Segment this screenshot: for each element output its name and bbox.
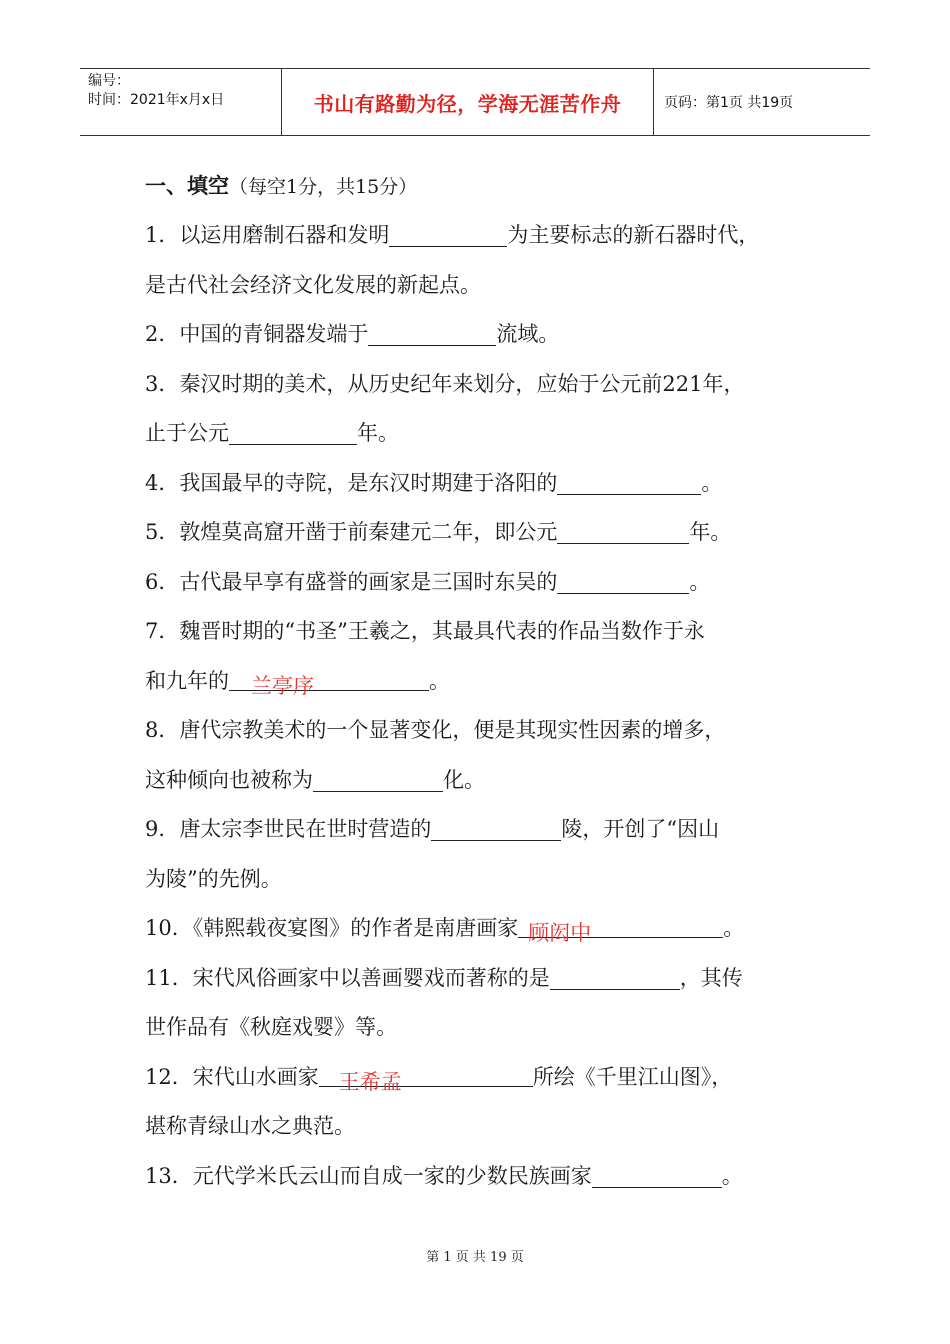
question-text: 年。 [357,421,399,445]
question-text: 8．唐代宗教美术的一个显著变化，便是其现实性因素的增多， [145,718,726,742]
question-11 [145,954,835,1004]
question-text: 堪称青绿山水之典范。 [145,1114,355,1138]
question-text: 流域。 [496,322,560,346]
section-note: （每空1分，共15分） [229,176,418,198]
answer-blank[interactable] [313,763,443,792]
question-9-cont [145,855,835,905]
question-8 [145,706,835,756]
answer-blank[interactable] [229,416,357,445]
question-text: 1．以运用磨制石器和发明 [145,223,390,247]
question-7 [145,607,835,657]
question-text: 。 [429,668,450,693]
question-12 [145,1053,835,1103]
question-text: 。 [689,569,711,594]
question-13 [145,1152,835,1202]
header-meta [80,69,282,135]
answer-blank[interactable] [518,909,723,945]
question-9 [145,805,835,855]
question-text: 陵，开创了“因山 [561,817,720,841]
question-text: 是古代社会经济文化发展的新起点。 [145,272,481,297]
page-header [80,68,870,136]
question-text: 6．古代最早享有盛誉的画家是三国时东吴的 [145,569,558,594]
question-text: 10．《韩熙载夜宴图》的作者是南唐画家 [145,916,519,940]
question-5 [145,508,835,558]
question-text: 13．元代学米氏云山而自成一家的少数民族画家 [145,1163,592,1188]
question-4 [145,459,835,509]
question-text: 9．唐太宗李世民在世时营造的 [145,817,432,841]
question-3 [145,360,835,410]
question-text: 和九年的 [145,668,229,693]
question-11-cont [145,1003,835,1053]
question-2 [145,310,835,360]
section-title [145,162,835,211]
question-text: 。 [723,916,745,940]
answer-blank[interactable] [368,317,496,346]
answer-blank[interactable] [557,515,689,544]
answer-blank[interactable] [592,1159,722,1188]
question-text: 为陵”的先例。 [145,866,282,891]
question-text: 4．我国最早的寺院，是东汉时期建于洛阳的 [145,470,558,495]
question-text: 。 [721,1163,743,1188]
question-10 [145,904,835,954]
question-text: ，其传 [679,965,743,990]
question-text: 这种倾向也被称为 [145,767,313,792]
question-text: 年。 [689,520,732,544]
question-1 [145,211,835,261]
filled-answer: 王希孟 [338,1069,402,1094]
question-6 [145,558,835,608]
question-text: 2．中国的青铜器发端于 [145,322,369,346]
question-3-cont [145,409,835,459]
answer-blank[interactable] [557,466,701,495]
date-label: 时间：2021年x月x日 [88,92,225,108]
question-text: 7．魏晋时期的“书圣”王羲之，其最具代表的作品当数作于永 [145,619,705,643]
answer-blank[interactable] [319,1058,533,1094]
question-text: 12．宋代山水画家 [145,1064,319,1089]
answer-blank[interactable] [431,812,561,841]
question-7-cont [145,657,835,707]
question-text: 化。 [443,767,485,792]
filled-answer: 顾闳中 [528,921,592,945]
question-text: 世作品有《秋庭戏婴》等。 [145,1015,397,1039]
page-footer: 第 1 页 共 19 页 [426,1250,524,1265]
answer-blank[interactable] [557,565,689,594]
filled-answer: 兰亭序 [251,673,314,698]
question-text: 止于公元 [145,421,229,445]
question-text: 11．宋代风俗画家中以善画婴戏而著称的是 [145,965,550,990]
section-heading: 一、填空 [145,174,229,198]
question-text: 5．敦煌莫高窟开凿于前秦建元二年，即公元 [145,520,558,544]
answer-blank[interactable] [229,662,429,698]
header-page-label: 页码：第1页 共19页 [664,95,794,111]
header-motto: 书山有路勤为径，学海无涯苦作舟 [282,69,654,135]
question-text: 所绘《千里江山图》， [532,1064,733,1089]
number-label: 编号： [88,73,130,89]
question-1-cont [145,261,835,311]
question-text: 3．秦汉时期的美术，从历史纪年来划分，应始于公元前221年， [145,371,745,396]
question-12-cont [145,1102,835,1152]
question-text: 为主要标志的新石器时代， [507,223,760,247]
question-text: 。 [701,470,723,495]
document-body [145,162,835,1201]
answer-blank[interactable] [389,218,507,247]
answer-blank[interactable] [550,961,680,990]
question-8-cont [145,756,835,806]
